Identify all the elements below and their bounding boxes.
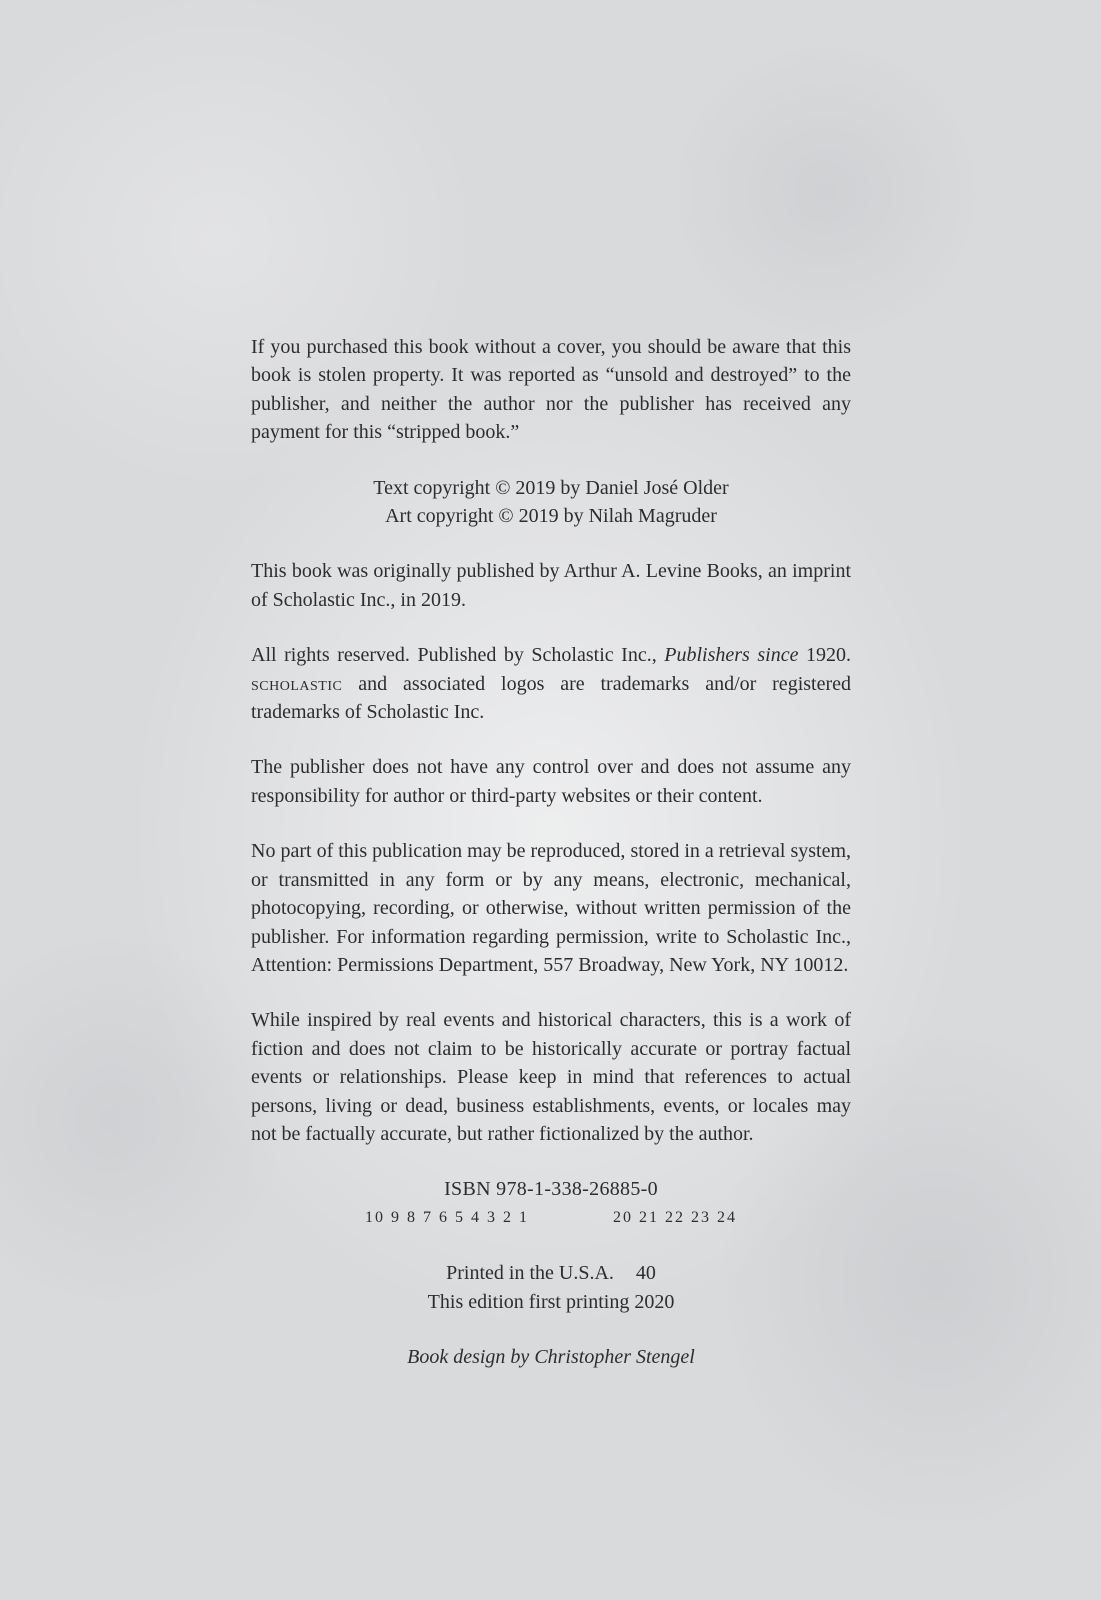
fiction-disclaimer: While inspired by real events and historical characters, this is a work of fiction and does not claim to be historically accurate or portray factual events or relationships. Please keep in mind that references to actual persons, living or dead, business establishments, events, or locales may not be factually accurate, but rather fictionalized by the author. [251, 1009, 851, 1145]
stripped-book-notice: If you purchased this book without a cover, you should be aware that this book is stolen property. It was reported as “unsold and destroyed” to the publisher, and neither the author nor the publisher has received any payment for this “stripped book.” [251, 336, 851, 444]
printing-years: 20 21 22 23 24 [613, 1208, 737, 1226]
publishers-since-year: 1920. [798, 644, 852, 667]
art-copyright-line: Art copyright © 2019 by Nilah Magruder [385, 505, 717, 528]
first-printing-line: This edition first printing 2020 [427, 1290, 675, 1313]
publishers-since-label: Publishers since [664, 644, 799, 667]
rights-notice [251, 641, 851, 726]
original-publication-notice: This book was originally published by Arthur A. Levine Books, an imprint of Scholastic Inc., in 2019. [251, 560, 851, 611]
printed-code: 40 [635, 1262, 656, 1285]
website-disclaimer: The publisher does not have any control over and does not assume any responsibility for author or third-party websites or their content. [251, 756, 851, 807]
scholastic-trademark: scholastic [251, 672, 343, 695]
printing-info [251, 1259, 851, 1316]
printing-numbers: 10 9 8 7 6 5 4 3 2 1 [365, 1208, 529, 1226]
printed-in-country: Printed in the U.S.A. [446, 1262, 614, 1285]
copyright-lines [251, 474, 851, 531]
printed-in-line [251, 1259, 851, 1287]
text-copyright-line: Text copyright © 2019 by Daniel José Older [373, 476, 729, 499]
isbn-block [251, 1175, 851, 1232]
isbn-number: ISBN 978-1-338-26885-0 [444, 1178, 658, 1201]
rights-lead: All rights reserved. Published by Scholastic Inc., [251, 644, 665, 667]
trademark-statement: and associated logos are trademarks and/or registered trademarks of Scholastic Inc. [251, 672, 851, 724]
copyright-text-block [251, 333, 851, 1371]
reproduction-notice: No part of this publication may be reproduced, stored in a retrieval system, or transmitted in any form or by any means, electronic, mechanical, photocopying, recording, or otherwise, without written permission of the publisher. For information regarding permission, write to Scholastic Inc., Attention: Permissions Department, 557 Broadway, New York, NY 10012. [251, 840, 851, 976]
printing-line [365, 1204, 737, 1232]
book-design-credit: Book design by Christopher Stengel [407, 1345, 695, 1368]
